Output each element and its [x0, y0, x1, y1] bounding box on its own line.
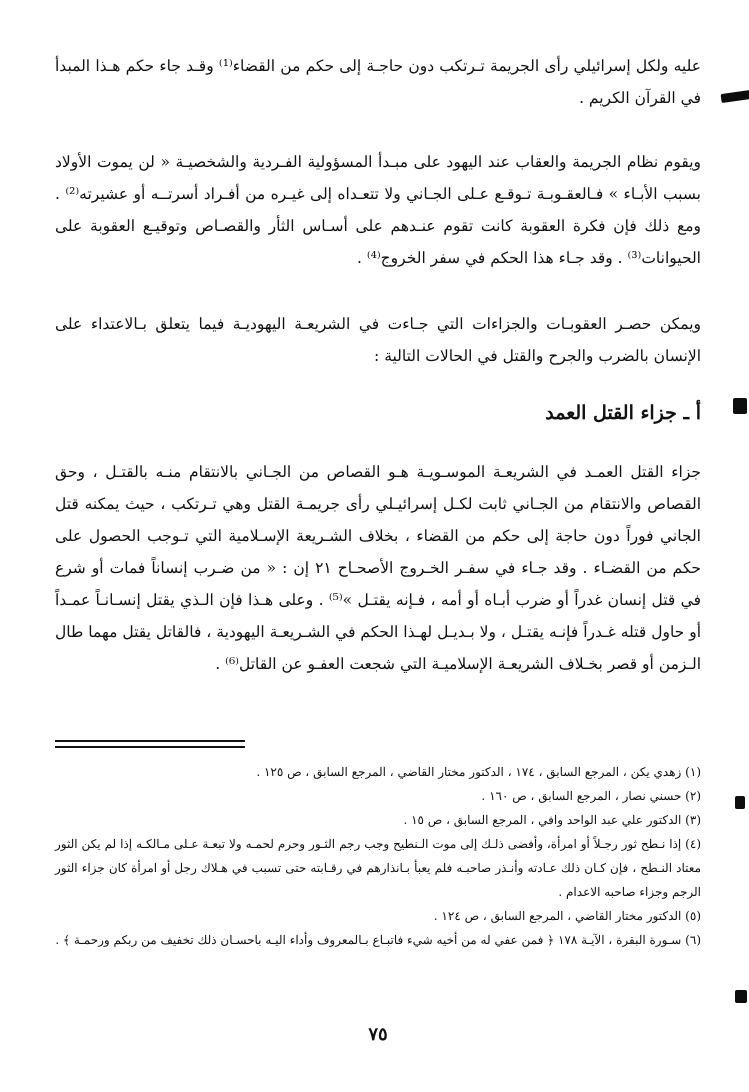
- scan-edge-mark: [735, 990, 747, 1003]
- body-paragraph-4: جزاء القتل العمـد في الشريعـة الموسـويـة هـو القصاص من الجـاني بالانتقام منـه بالقتـل ، وحق القصاص والانتقام من الجـاني ثابت لكـل إسرائيـلي رأى جريمـة القتل وهي تـرتكب ، حيث يمكنه قتل الجاني فوراً دون حاجة إلى حكم من القضاء ، بخلاف الشـريعة الإسـلامية التي تـوجب الحصول على حكم من القضـاء . وقد جـاء في سفـر الخـروج الأصحـاح ٢١ إن : « من ضـرب إنساناً فمات أو شرع في قتل إنسان غدراً أو ضرب أبـاه أو أمه ، فـإنه يقتـل »⁽⁵⁾ . وعلى هـذا فإن الـذي يقتل إنسـانـاً عمـداً أو حاول قتله غـدراً فإنـه يقتـل ، ولا بـديـل لهـذا الحكم في الشـريعـة اليهودية ، فالقاتل يقتل مهما طال الـزمن أو قصر بخـلاف الشريعـة الإسلاميـة التي شجعت العفـو عن القاتل⁽⁶⁾ .: [55, 463, 701, 673]
- footnote-separator-rule: [55, 746, 245, 748]
- book-page: [55, 0, 701, 1092]
- footnote-separator-rule: [55, 740, 245, 742]
- footnotes-list: [55, 760, 701, 952]
- body-paragraph-1: عليه ولكل إسرائيلي رأى الجريمة تـرتكب دون حاجـة إلى حكم من القضاء⁽¹⁾ وقـد جاء حكم هـذا المبدأ في القرآن الكريم .: [55, 57, 701, 107]
- footnote-4: (٤) إذا نـطح ثور رجـلاً أو امرأة، وأفضى ذلـك إلى موت الـنطيح وجب رجم الثـور وحرم لحمـه ولا تبعـة عـلى مـالكـه إذا لم يكن الثور معتاد النـطح ، فإن كـان ذلك عـادته وأنـذر صاحبـه فلم يعبأ بـانذارهم في رقـابته حتى تسبب في هـلاك رجل أو امرأة كان جزاء الثور الرجم وجزاء صاحبه الاعدام .: [55, 837, 701, 899]
- scan-edge-mark: [733, 398, 747, 414]
- body-paragraph-3: ويمكن حصـر العقوبـات والجزاءات التي جـاءت في الشريعـة اليهوديـة فيما يتعلق بـالاعتداء على الإنسان بالضرب والجرح والقتل في الحالات التالية :: [55, 315, 701, 365]
- scan-edge-mark: [721, 90, 749, 103]
- footnote-6: (٦) سـورة البقرة ، الآيـة ١٧٨ ﴿ فمن عفي له من أخيه شيء فاتبـاع بـالمعروف وأداء اليـه باحسـان ذلك تخفيف من ربكم ورحمـة ﴾ .: [55, 933, 701, 947]
- page-number: ٧٥: [368, 1024, 388, 1045]
- scan-edge-mark: [735, 796, 745, 809]
- footnote-1: (١) زهدي يكن ، المرجع السابق ، ١٧٤ ، الدكتور مختار القاضي ، المرجع السابق ، ص ١٢٥ .: [256, 765, 701, 779]
- footnote-2: (٢) حسني نصار ، المرجع السابق ، ص ١٦٠ .: [481, 789, 701, 803]
- section-heading: أ ـ جزاء القتل العمد: [545, 402, 701, 424]
- footnote-5: (٥) الدكتور مختار القاضي ، المرجع السابق ، ص ١٢٤ .: [433, 909, 701, 923]
- body-paragraph-2: ويقوم نظام الجريمة والعقاب عند اليهود على مبـدأ المسؤولية الفـردية والشخصيـة « لن يموت الأولاد بسبب الأبـاء » فـالعقـوبـة تـوقـع عـلى الجـاني ولا تتعـداه إلى غيـره من أفـراد أسرتــه أو عشيرته⁽²⁾ . ومع ذلك فإن فكرة العقوبة كانت تقوم عنـدهم على أسـاس الثأر والقصـاص وتوقيـع العقوبة على الحيوانات⁽³⁾ . وقد جـاء هذا الحكم في سفر الخروج⁽⁴⁾ .: [55, 153, 701, 267]
- footnote-3: (٣) الدكتور علي عبد الواحد وافي ، المرجع السابق ، ص ١٥ .: [403, 813, 701, 827]
